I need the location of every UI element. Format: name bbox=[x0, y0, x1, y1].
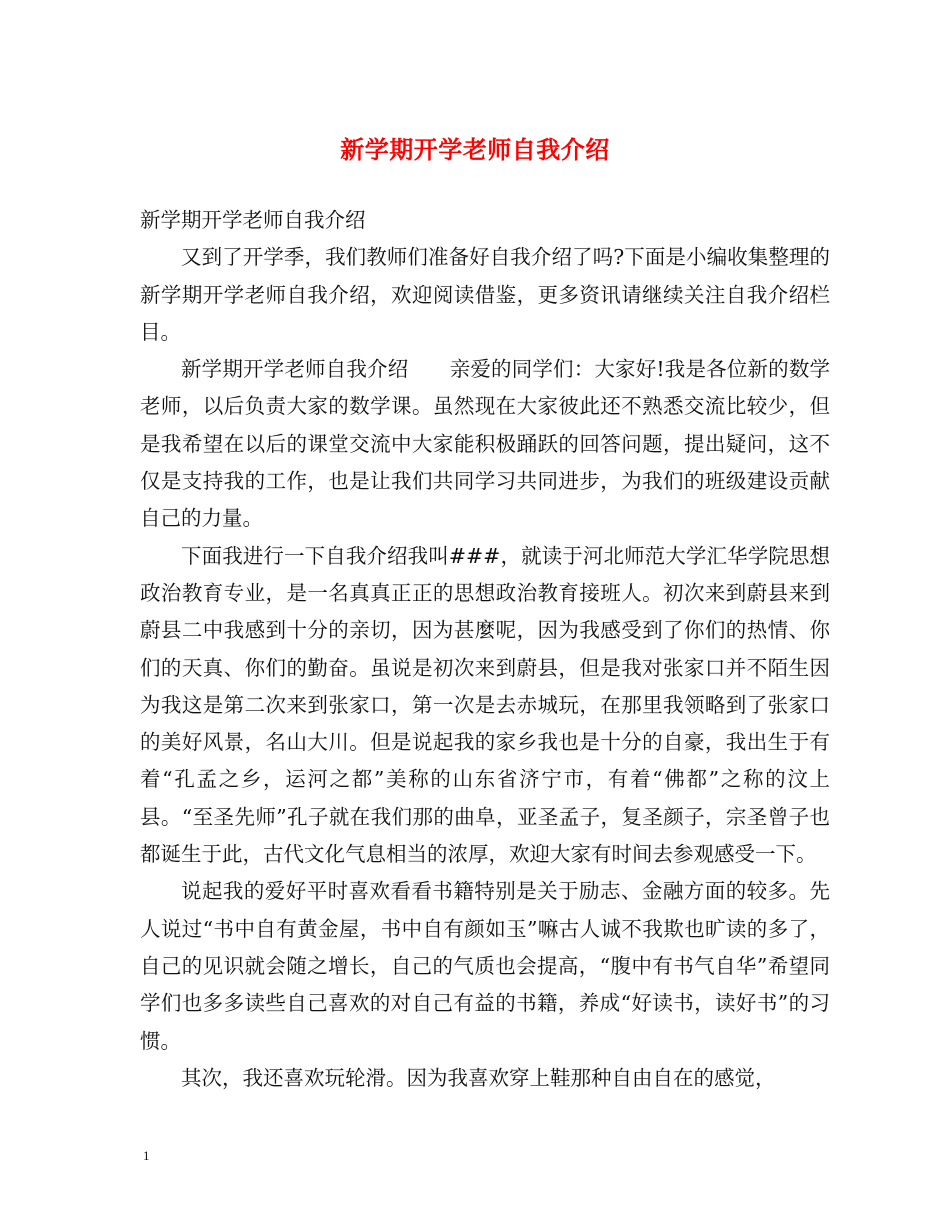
document-subtitle: 新学期开学老师自我介绍 bbox=[140, 208, 366, 232]
document-title: 新学期开学老师自我介绍 bbox=[340, 135, 610, 164]
document-body bbox=[140, 202, 830, 1097]
page-number: 1 bbox=[143, 1148, 150, 1163]
paragraph: 新学期开学老师自我介绍 亲爱的同学们：大家好!我是各位新的数学老师，以后负责大家的数学课。虽然现在大家彼此还不熟悉交流比较少，但是我希望在以后的课堂交流中大家能积极踊跃的回答问题，提出疑问，这不仅是支持我的工作，也是让我们共同学习共同进步，为我们的班级建设贡献自己的力量。 bbox=[140, 357, 830, 531]
paragraph: 又到了开学季，我们教师们准备好自我介绍了吗?下面是小编收集整理的新学期开学老师自我介绍，欢迎阅读借鉴，更多资讯请继续关注自我介绍栏目。 bbox=[140, 245, 830, 344]
paragraph: 说起我的爱好平时喜欢看看书籍特别是关于励志、金融方面的较多。先人说过“书中自有黄金屋，书中自有颜如玉”嘛古人诚不我欺也旷读的多了，自己的见识就会随之增长，自己的气质也会提高，“腹中有书气自华”希望同学们也多多读些自己喜欢的对自己有益的书籍，养成“好读书，读好书”的习惯。 bbox=[140, 879, 830, 1053]
paragraph: 其次，我还喜欢玩轮滑。因为我喜欢穿上鞋那种自由自在的感觉， bbox=[181, 1065, 776, 1090]
paragraph: 下面我进行一下自我介绍我叫###，就读于河北师范大学汇华学院思想政治教育专业，是一名真真正正的思想政治教育接班人。初次来到蔚县来到蔚县二中我感到十分的亲切，因为甚麼呢，因为我感受到了你们的热情、你们的天真、你们的勤奋。虽说是初次来到蔚县，但是我对张家口并不陌生因为我这是第二次来到张家口，第一次是去赤城玩，在那里我领略到了张家口的美好风景，名山大川。但是说起我的家乡我也是十分的自豪，我出生于有着“孔孟之乡，运河之都”美称的山东省济宁市，有着“佛都”之称的汶上县。“至圣先师”孔子就在我们那的曲阜，亚圣孟子，复圣颜子，宗圣曾子也都诞生于此，古代文化气息相当的浓厚，欢迎大家有时间去参观感受一下。 bbox=[140, 543, 830, 867]
